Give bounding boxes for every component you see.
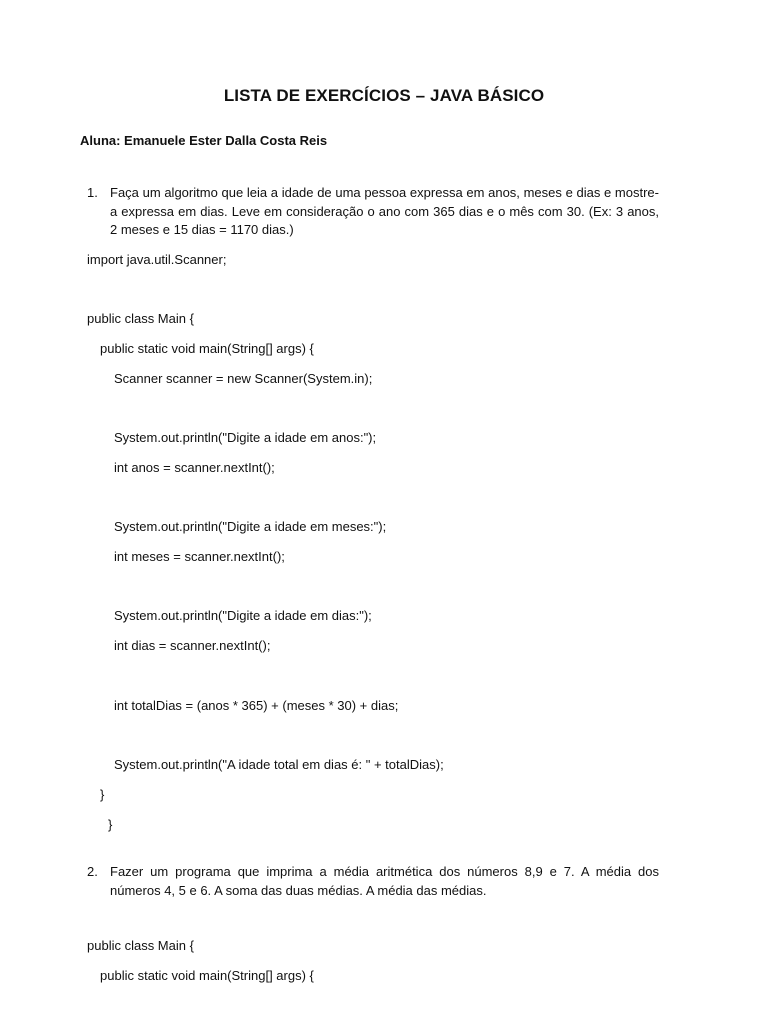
code-line: System.out.println("Digite a idade em dias:"); <box>114 608 372 623</box>
code-line: int dias = scanner.nextInt(); <box>114 638 271 653</box>
exercise-number: 1. <box>87 185 98 200</box>
code-line: public class Main { <box>87 938 194 953</box>
exercise-2-statement <box>87 863 659 900</box>
code-line: int totalDias = (anos * 365) + (meses * 30) + dias; <box>114 698 399 713</box>
code-line: System.out.println("A idade total em dias é: " + totalDias); <box>114 757 444 772</box>
code-line: System.out.println("Digite a idade em meses:"); <box>114 519 387 534</box>
code-line: public static void main(String[] args) { <box>100 968 314 983</box>
code-line: } <box>100 787 105 802</box>
code-line: } <box>108 817 113 832</box>
code-line: import java.util.Scanner; <box>87 252 227 267</box>
code-line: System.out.println("Digite a idade em anos:"); <box>114 430 377 445</box>
code-line: public static void main(String[] args) { <box>100 341 314 356</box>
document-title: LISTA DE EXERCÍCIOS – JAVA BÁSICO <box>223 86 545 105</box>
code-line: int anos = scanner.nextInt(); <box>114 460 275 475</box>
exercise-1-statement <box>87 184 659 240</box>
code-line: int meses = scanner.nextInt(); <box>114 549 285 564</box>
student-name: Aluna: Emanuele Ester Dalla Costa Reis <box>80 133 328 148</box>
exercise-text: Faça um algoritmo que leia a idade de uma pessoa expressa em anos, meses e dias e mostre-a expressa em dias. Leve em consideração o ano com 365 dias e o mês com 30. (Ex: 3 anos, 2 meses e 15 dias = 1170 dias.) <box>110 185 659 237</box>
exercise-text: Fazer um programa que imprima a média aritmética dos números 8,9 e 7. A média dos números 4, 5 e 6. A soma das duas médias. A média das médias. <box>110 864 659 898</box>
exercise-number: 2. <box>87 864 98 879</box>
code-line: public class Main { <box>87 311 194 326</box>
code-line: Scanner scanner = new Scanner(System.in); <box>114 371 373 386</box>
